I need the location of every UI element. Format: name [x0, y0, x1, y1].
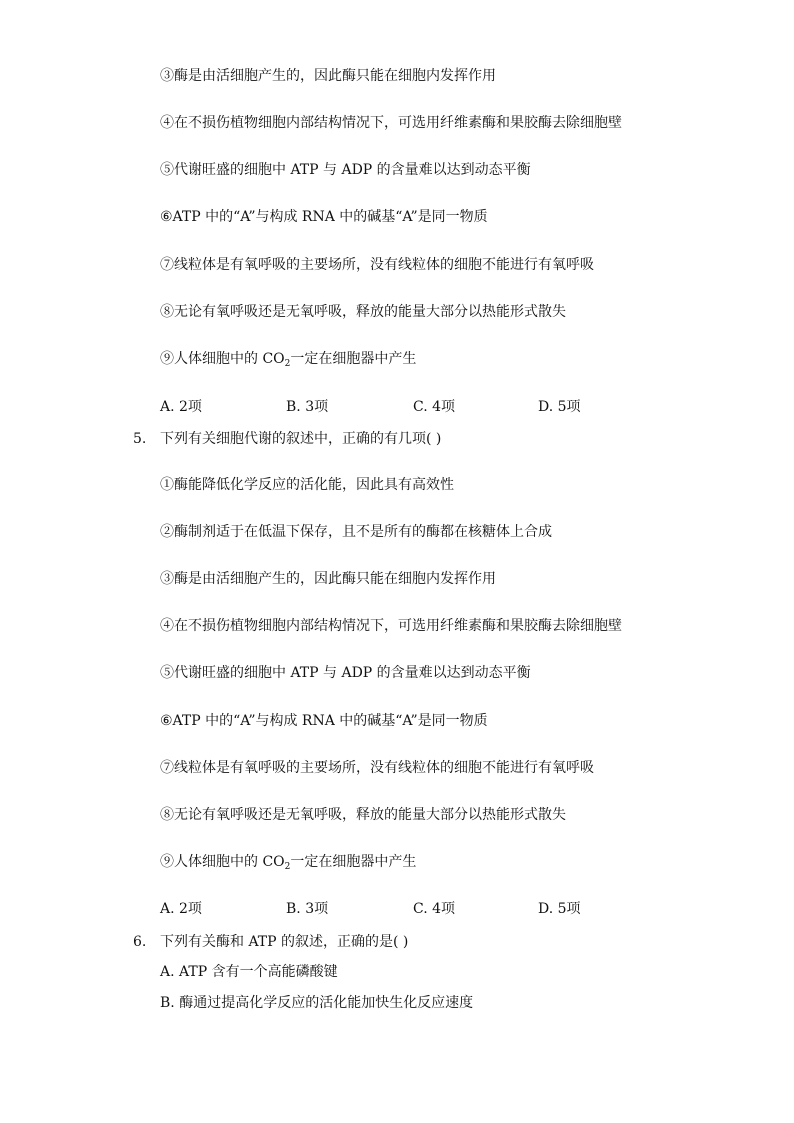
q6-option-b[interactable]: B. 酶通过提高化学反应的活化能加快生化反应速度 — [160, 995, 474, 1011]
q5-statement-1: ①酶能降低化学反应的活化能，因此具有高效性 — [160, 477, 454, 493]
question-5-number: 5. — [133, 431, 147, 447]
q5-statement-9-after: 一定在细胞器中产生 — [290, 854, 417, 870]
statement-9 — [160, 350, 416, 368]
q5-statement-9-before: ⑨人体细胞中的 CO — [160, 854, 285, 870]
q5-statement-9-subscript: 2 — [284, 862, 291, 872]
option-d[interactable]: D. 5项 — [538, 399, 581, 415]
q5-statement-2: ②酶制剂适于在低温下保存，且不是所有的酶都在核糖体上合成 — [160, 524, 552, 540]
question-5-text: 下列有关细胞代谢的叙述中，正确的有几项( ) — [160, 431, 442, 447]
q5-statement-3: ③酶是由活细胞产生的，因此酶只能在细胞内发挥作用 — [160, 571, 496, 587]
q5-statement-8: ⑧无论有氧呼吸还是无氧呼吸，释放的能量大部分以热能形式散失 — [160, 807, 566, 823]
q5-statement-7: ⑦线粒体是有氧呼吸的主要场所，没有线粒体的细胞不能进行有氧呼吸 — [160, 760, 594, 776]
statement-3: ③酶是由活细胞产生的，因此酶只能在细胞内发挥作用 — [160, 68, 496, 84]
q5-option-a[interactable]: A. 2项 — [160, 901, 202, 917]
q5-statement-9 — [160, 853, 416, 871]
q5-option-d[interactable]: D. 5项 — [538, 901, 581, 917]
option-c[interactable]: C. 4项 — [413, 399, 456, 415]
statement-4: ④在不损伤植物细胞内部结构情况下，可选用纤维素酶和果胶酶去除细胞壁 — [160, 115, 622, 131]
statement-8: ⑧无论有氧呼吸还是无氧呼吸，释放的能量大部分以热能形式散失 — [160, 304, 566, 320]
question-6-text: 下列有关酶和 ATP 的叙述，正确的是( ) — [160, 934, 409, 950]
q5-statement-4: ④在不损伤植物细胞内部结构情况下，可选用纤维素酶和果胶酶去除细胞壁 — [160, 618, 622, 634]
option-b[interactable]: B. 3项 — [286, 399, 329, 415]
statement-6: ⑥ATP 中的“A”与构成 RNA 中的碱基“A”是同一物质 — [160, 209, 488, 225]
q5-option-c[interactable]: C. 4项 — [413, 901, 456, 917]
statement-5: ⑤代谢旺盛的细胞中 ATP 与 ADP 的含量难以达到动态平衡 — [160, 162, 531, 178]
q5-statement-6: ⑥ATP 中的“A”与构成 RNA 中的碱基“A”是同一物质 — [160, 713, 488, 729]
statement-9-subscript: 2 — [284, 359, 291, 369]
q6-option-a[interactable]: A. ATP 含有一个高能磷酸键 — [160, 964, 338, 980]
option-a[interactable]: A. 2项 — [160, 399, 202, 415]
question-6-number: 6. — [133, 934, 147, 950]
q5-option-b[interactable]: B. 3项 — [286, 901, 329, 917]
statement-7: ⑦线粒体是有氧呼吸的主要场所，没有线粒体的细胞不能进行有氧呼吸 — [160, 257, 594, 273]
statement-9-after: 一定在细胞器中产生 — [290, 351, 417, 367]
q5-statement-5: ⑤代谢旺盛的细胞中 ATP 与 ADP 的含量难以达到动态平衡 — [160, 665, 531, 681]
statement-9-before: ⑨人体细胞中的 CO — [160, 351, 285, 367]
